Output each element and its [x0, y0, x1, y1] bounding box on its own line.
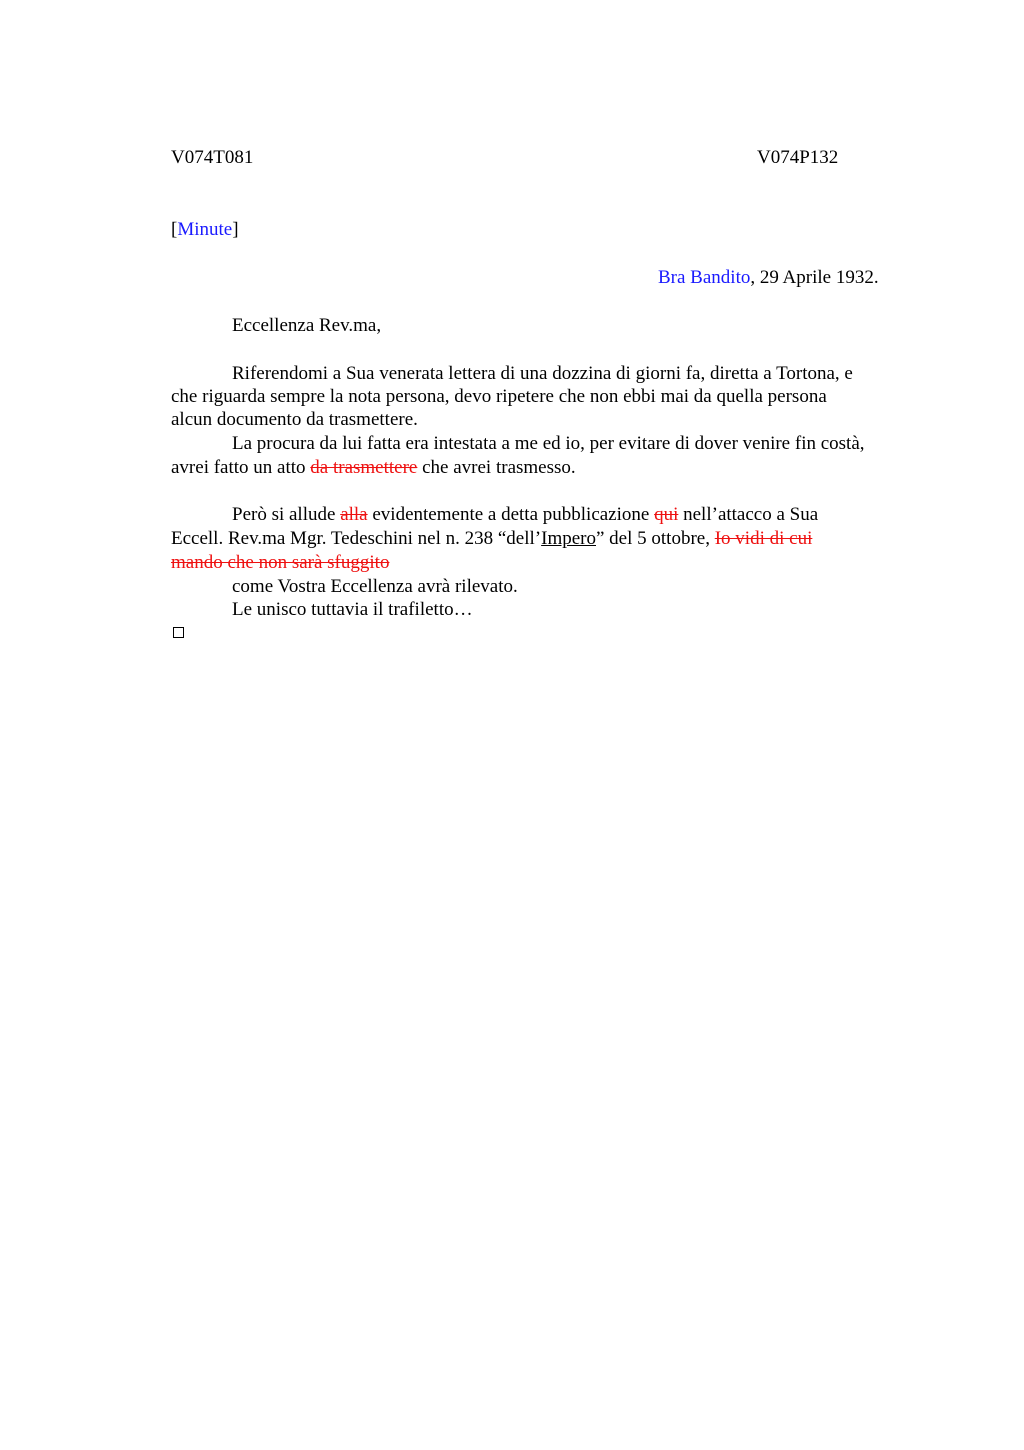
dateline [658, 266, 879, 290]
document-type-label [171, 218, 239, 242]
deleted-text: mando che non sarà sfuggito [171, 552, 390, 573]
left-archive-code: V074T081 [171, 147, 254, 168]
paragraph2-line2-start: avrei fatto un atto [171, 457, 311, 478]
deleted-text: alla [340, 504, 368, 525]
paragraph3-line2-start: Eccell. Rev.ma Mgr. Tedeschini nel n. 238 “dell’ [171, 528, 542, 549]
paragraph2-line2-end: che avrei trasmesso. [417, 457, 576, 478]
right-archive-code: V074P132 [757, 147, 839, 168]
deleted-text: qui [654, 504, 679, 525]
salutation: Eccellenza Rev.ma, [232, 315, 382, 336]
paragraph3-line3 [171, 551, 389, 575]
dateline-date: , 29 Aprile 1932. [750, 267, 879, 288]
paragraph1-line2: che riguarda sempre la nota persona, devo ripetere che non ebbi mai da quella persona [171, 386, 827, 407]
paragraph1-line3: alcun documento da trasmettere. [171, 409, 418, 430]
paragraph3-line1-mid: evidentemente a detta pubblicazione [367, 504, 655, 525]
open-bracket: [ [171, 219, 178, 240]
close-bracket: ] [232, 219, 239, 240]
paragraph2-line2 [171, 456, 576, 480]
paragraph3-line2-mid: ” del 5 ottobre, [596, 528, 715, 549]
paragraph1-line1: Riferendomi a Sua venerata lettera di una dozzina di giorni fa, diretta a Tortona, e [232, 363, 853, 384]
paragraph3-line2 [171, 527, 812, 551]
dateline-place: Bra Bandito [658, 267, 751, 288]
deleted-text: Io vidi di cui [714, 528, 813, 549]
deleted-text: da trasmettere [310, 457, 418, 478]
underlined-title: Impero [541, 528, 596, 549]
checkbox-icon [173, 627, 184, 638]
paragraph3-line1-end: nell’attacco a Sua [678, 504, 819, 525]
paragraph3-line4: come Vostra Eccellenza avrà rilevato. [232, 576, 518, 597]
paragraph3-line1 [232, 503, 818, 527]
minute-label: Minute [177, 219, 233, 240]
paragraph3-line1-start: Però si allude [232, 504, 341, 525]
paragraph3-line5: Le unisco tuttavia il trafiletto… [232, 599, 473, 620]
paragraph2-line1: La procura da lui fatta era intestata a me ed io, per evitare di dover venire fin costà, [232, 433, 865, 454]
